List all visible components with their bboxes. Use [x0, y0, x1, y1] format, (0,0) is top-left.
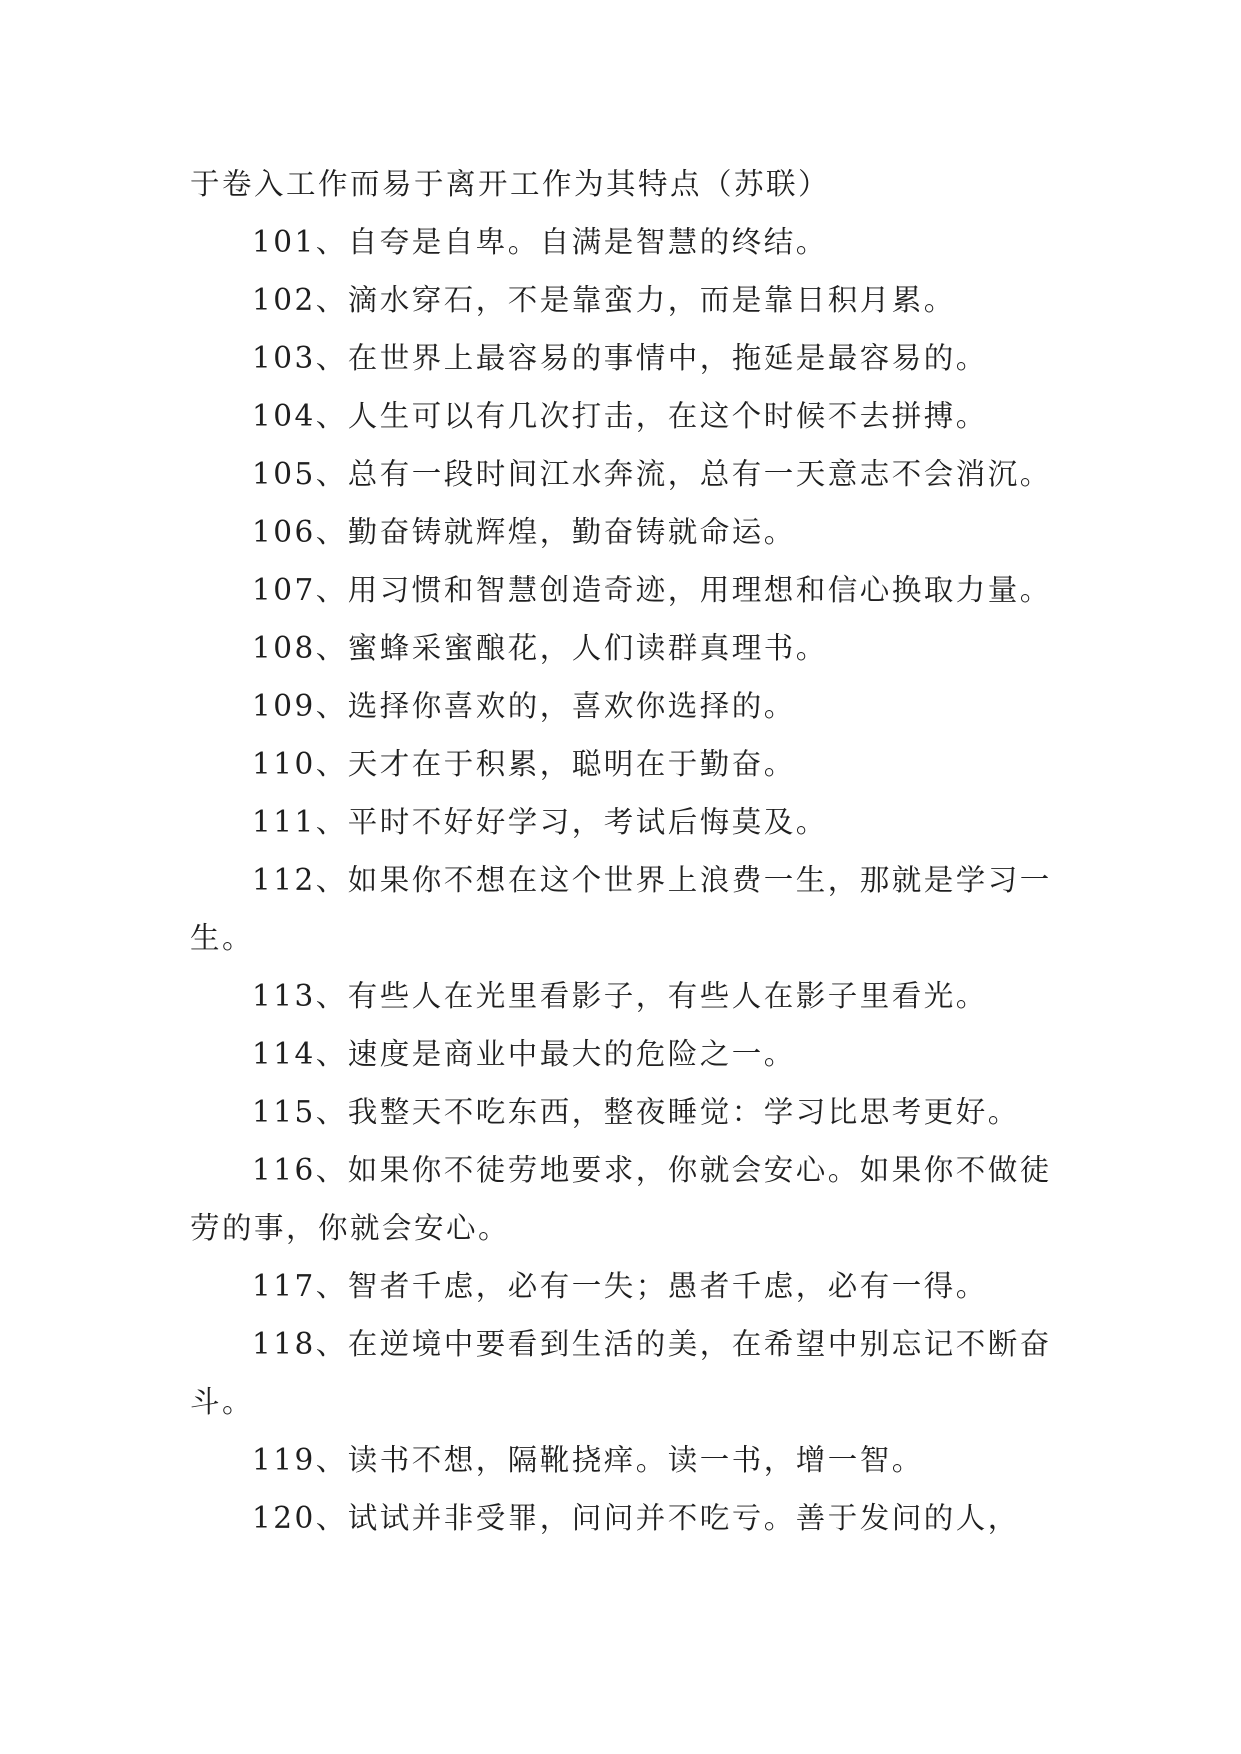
paragraph-114: 114、速度是商业中最大的危险之一。 [252, 1037, 796, 1071]
paragraph-117: 117、智者千虑，必有一失；愚者千虑，必有一得。 [252, 1269, 988, 1303]
paragraph-104: 104、人生可以有几次打击，在这个时候不去拼搏。 [252, 399, 988, 433]
paragraph-112: 112、如果你不想在这个世界上浪费一生，那就是学习一生。 [190, 863, 1052, 955]
document-body [190, 155, 1080, 1547]
paragraph-101: 101、自夸是自卑。自满是智慧的终结。 [252, 225, 828, 259]
paragraph-107: 107、用习惯和智慧创造奇迹，用理想和信心换取力量。 [252, 573, 1052, 607]
paragraph-111: 111、平时不好好学习，考试后悔莫及。 [252, 805, 828, 839]
paragraph-102: 102、滴水穿石，不是靠蛮力，而是靠日积月累。 [252, 283, 956, 317]
paragraph-110: 110、天才在于积累，聪明在于勤奋。 [252, 747, 796, 781]
paragraph-119: 119、读书不想，隔靴挠痒。读一书，增一智。 [252, 1443, 924, 1477]
paragraph-108: 108、蜜蜂采蜜酿花，人们读群真理书。 [252, 631, 828, 665]
paragraph-115: 115、我整天不吃东西，整夜睡觉：学习比思考更好。 [252, 1095, 1020, 1129]
paragraph-106: 106、勤奋铸就辉煌，勤奋铸就命运。 [252, 515, 796, 549]
paragraph-105: 105、总有一段时间江水奔流，总有一天意志不会消沉。 [252, 457, 1052, 491]
paragraph-120: 120、试试并非受罪，问问并不吃亏。善于发问的人， [252, 1501, 1020, 1535]
paragraph-109: 109、选择你喜欢的，喜欢你选择的。 [252, 689, 796, 723]
paragraph-113: 113、有些人在光里看影子，有些人在影子里看光。 [252, 979, 988, 1013]
paragraph-103: 103、在世界上最容易的事情中，拖延是最容易的。 [252, 341, 988, 375]
paragraph-118: 118、在逆境中要看到生活的美，在希望中别忘记不断奋斗。 [190, 1327, 1052, 1419]
paragraph-continuation: 于卷入工作而易于离开工作为其特点（苏联） [190, 167, 831, 201]
paragraph-116: 116、如果你不徒劳地要求，你就会安心。如果你不做徒劳的事，你就会安心。 [190, 1153, 1052, 1245]
